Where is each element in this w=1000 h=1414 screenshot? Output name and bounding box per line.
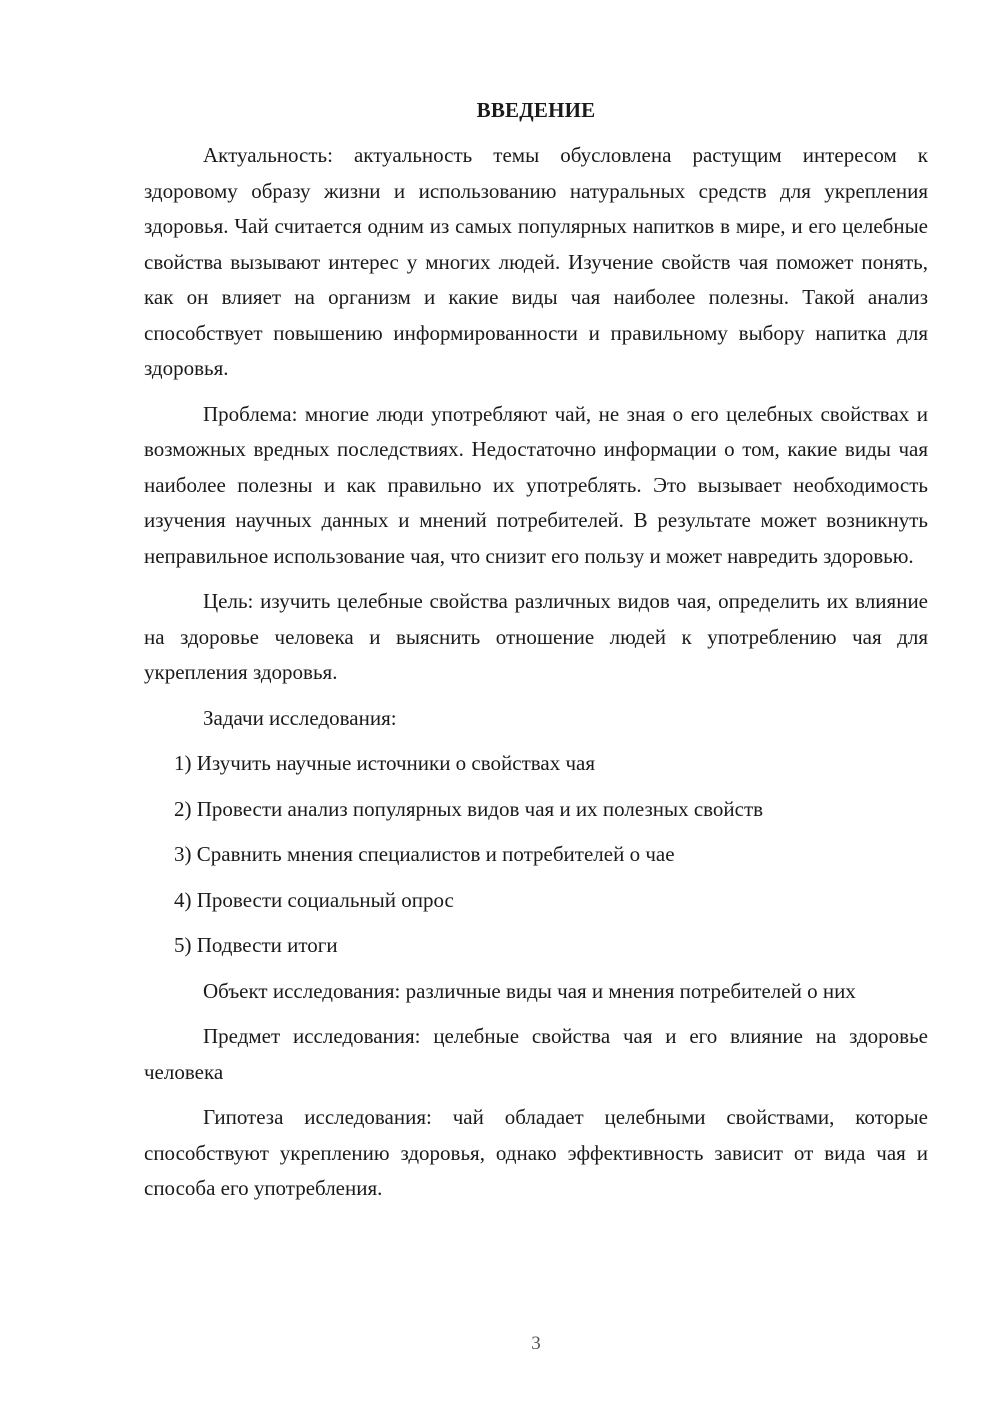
task-item: 1) Изучить научные источники о свойствах чая [174,751,596,775]
problem-paragraph: Проблема: многие люди употребляют чай, не зная о его целебных свойствах и возможных вредных последствиях. Недостаточно информации о том, какие виды чая наиболее полезны и как правильно их употреблять. Это вызывает необходимость изучения научных данных и мнений потребителей. В результате может возникнуть неправильное использование чая, что снизит его пользу и может навредить здоровью. [144,401,928,568]
task-item: 5) Подвести итоги [174,933,338,957]
task-item: 3) Сравнить мнения специалистов и потребителей о чае [174,842,675,866]
hypothesis-paragraph: Гипотеза исследования: чай обладает целебными свойствами, которые способствуют укреплению здоровья, однако эффективность зависит от вида чая и способа его употребления. [144,1105,928,1200]
tasks-heading: Задачи исследования: [203,705,397,730]
page-title: ВВЕДЕНИЕ [476,98,596,122]
page-number: 3 [531,1333,541,1354]
task-item: 4) Провести социальный опрос [174,887,454,912]
subject-paragraph: Предмет исследования: целебные свойства чая и его влияние на здоровье человека [144,1024,928,1084]
task-item: 2) Провести анализ популярных видов чая и их полезных свойств [174,796,764,821]
goal-paragraph: Цель: изучить целебные свойства различных видов чая, определить их влияние на здоровье человека и выяснить отношение людей к употреблению чая для укрепления здоровья. [144,589,928,684]
page-content [144,94,928,1207]
object-paragraph: Объект исследования: различные виды чая и мнения потребителей о них [203,978,856,1003]
relevance-paragraph: Актуальность: актуальность темы обусловлена растущим интересом к здоровому образу жизни и использованию натуральных средств для укрепления здоровья. Чай считается одним из самых популярных напитков в мире, и его целебные свойства вызывают интерес у многих людей. Изучение свойств чая поможет понять, как он влияет на организм и какие виды чая наиболее полезны. Такой анализ способствует повышению информированности и правильному выбору напитка для здоровья. [144,143,928,380]
